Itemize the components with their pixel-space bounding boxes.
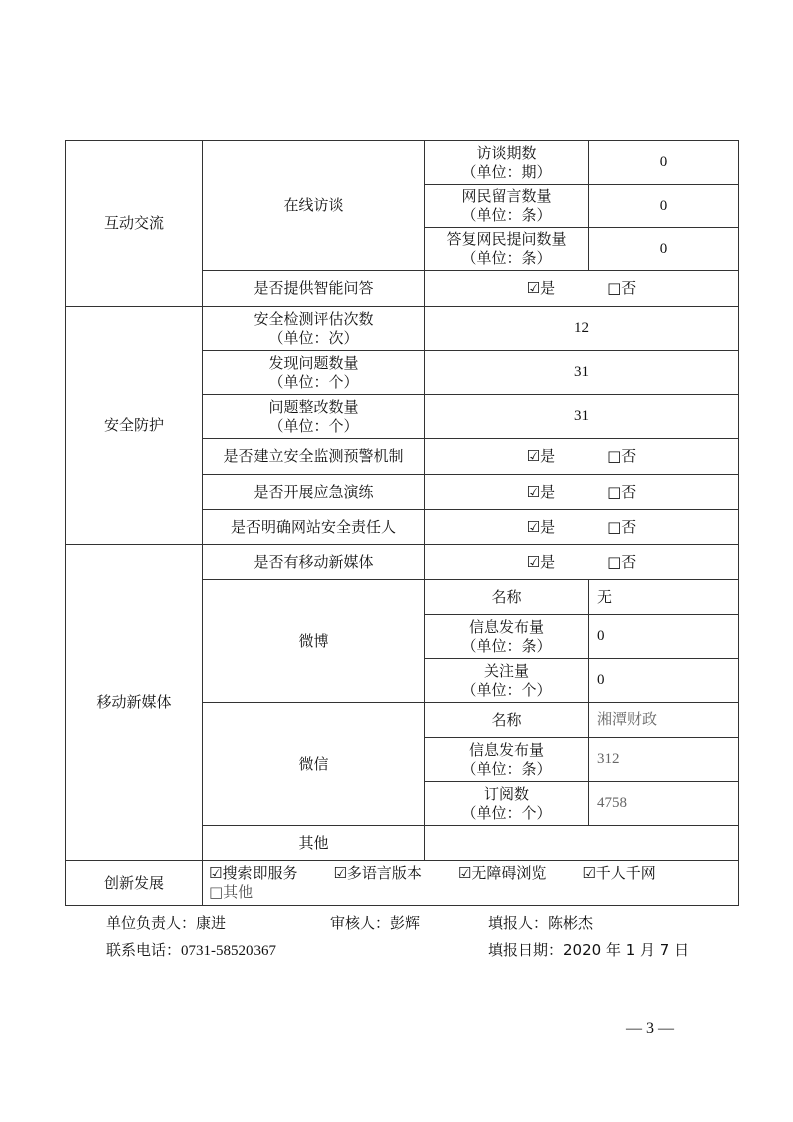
netizen-message-value: 0 (589, 185, 739, 228)
fill-date: 填报日期：2020 年 1 月 7 日 (488, 941, 690, 959)
wechat-posts-value: 312 (589, 738, 739, 782)
responsible-label: 是否明确网站安全责任人 (203, 510, 425, 545)
online-interview-label: 在线访谈 (203, 141, 425, 271)
innovation-option-search[interactable]: ☑搜索即服务 (209, 864, 298, 882)
innovation-option-personalized[interactable]: ☑千人千网 (582, 864, 656, 882)
weibo-name-value: 无 (589, 580, 739, 615)
section-media: 移动新媒体 (66, 545, 203, 861)
netizen-message-label: 网民留言数量 （单位：条） (425, 185, 589, 228)
wechat-name-label: 名称 (425, 703, 589, 738)
reviewer-line: 审核人：彭辉 (330, 914, 421, 932)
monitor-label: 是否建立安全监测预警机制 (203, 439, 425, 475)
section-interaction: 互动交流 (66, 141, 203, 307)
other-media-value (425, 826, 739, 861)
reply-count-value: 0 (589, 228, 739, 271)
reviewer-name: 彭辉 (390, 914, 421, 932)
head-line: 单位负责人：康进 (106, 914, 227, 932)
table-row (66, 307, 739, 351)
problems-fixed-value: 31 (425, 395, 739, 439)
has-media-choice (425, 545, 739, 580)
security-check-value: 12 (425, 307, 739, 351)
monitor-choice (425, 439, 739, 475)
interview-count-value: 0 (589, 141, 739, 185)
other-media-label: 其他 (203, 826, 425, 861)
section-security: 安全防护 (66, 307, 203, 545)
weibo-posts-label: 信息发布量 （单位：条） (425, 615, 589, 659)
security-check-label: 安全检测评估次数 （单位：次） (203, 307, 425, 351)
innovation-options (203, 861, 739, 906)
no-checkbox[interactable]: □否 (607, 482, 637, 501)
innovation-option-accessible[interactable]: ☑无障碍浏览 (457, 864, 547, 882)
problems-fixed-label: 问题整改数量 （单位：个） (203, 395, 425, 439)
yes-checkbox[interactable]: ☑是 (526, 279, 556, 297)
problems-found-value: 31 (425, 351, 739, 395)
interview-count-label: 访谈期数 （单位：期） (425, 141, 589, 185)
drill-label: 是否开展应急演练 (203, 475, 425, 510)
phone-value: 0731-58520367 (181, 943, 277, 959)
section-innovation: 创新发展 (66, 861, 203, 906)
no-checkbox[interactable]: □否 (607, 552, 637, 571)
innovation-option-multilang[interactable]: ☑多语言版本 (333, 864, 422, 882)
page-number: — 3 — (626, 1020, 674, 1037)
statistics-table (65, 140, 739, 906)
no-checkbox[interactable]: □否 (607, 517, 637, 536)
no-checkbox[interactable]: □否 (607, 279, 637, 297)
wechat-subs-label: 订阅数 （单位：个） (425, 782, 589, 826)
wechat-subs-value: 4758 (589, 782, 739, 826)
smart-qa-choice (425, 271, 739, 307)
yes-checkbox[interactable]: ☑是 (526, 552, 556, 571)
table-row (66, 545, 739, 580)
no-checkbox[interactable]: □否 (607, 447, 637, 465)
drill-choice (425, 475, 739, 510)
filler-line: 填报人：陈彬杰 (488, 914, 594, 932)
responsible-choice (425, 510, 739, 545)
yes-checkbox[interactable]: ☑是 (526, 447, 556, 465)
weibo-posts-value: 0 (589, 615, 739, 659)
wechat-name-value: 湘潭财政 (589, 703, 739, 738)
problems-found-label: 发现问题数量 （单位：个） (203, 351, 425, 395)
weibo-followers-value: 0 (589, 659, 739, 703)
table-row (66, 861, 739, 906)
weibo-followers-label: 关注量 （单位：个） (425, 659, 589, 703)
smart-qa-label: 是否提供智能问答 (203, 271, 425, 307)
yes-checkbox[interactable]: ☑是 (526, 482, 556, 501)
yes-checkbox[interactable]: ☑是 (526, 517, 556, 536)
table-row (66, 141, 739, 185)
reply-count-label: 答复网民提问数量 （单位：条） (425, 228, 589, 271)
innovation-option-other[interactable]: □其他 (209, 883, 254, 901)
phone-line: 联系电话：0731-58520367 (106, 941, 277, 959)
has-media-label: 是否有移动新媒体 (203, 545, 425, 580)
wechat-posts-label: 信息发布量 （单位：条） (425, 738, 589, 782)
filler-name: 陈彬杰 (548, 914, 594, 932)
weibo-label: 微博 (203, 580, 425, 703)
wechat-label: 微信 (203, 703, 425, 826)
weibo-name-label: 名称 (425, 580, 589, 615)
head-name: 康进 (196, 914, 227, 932)
